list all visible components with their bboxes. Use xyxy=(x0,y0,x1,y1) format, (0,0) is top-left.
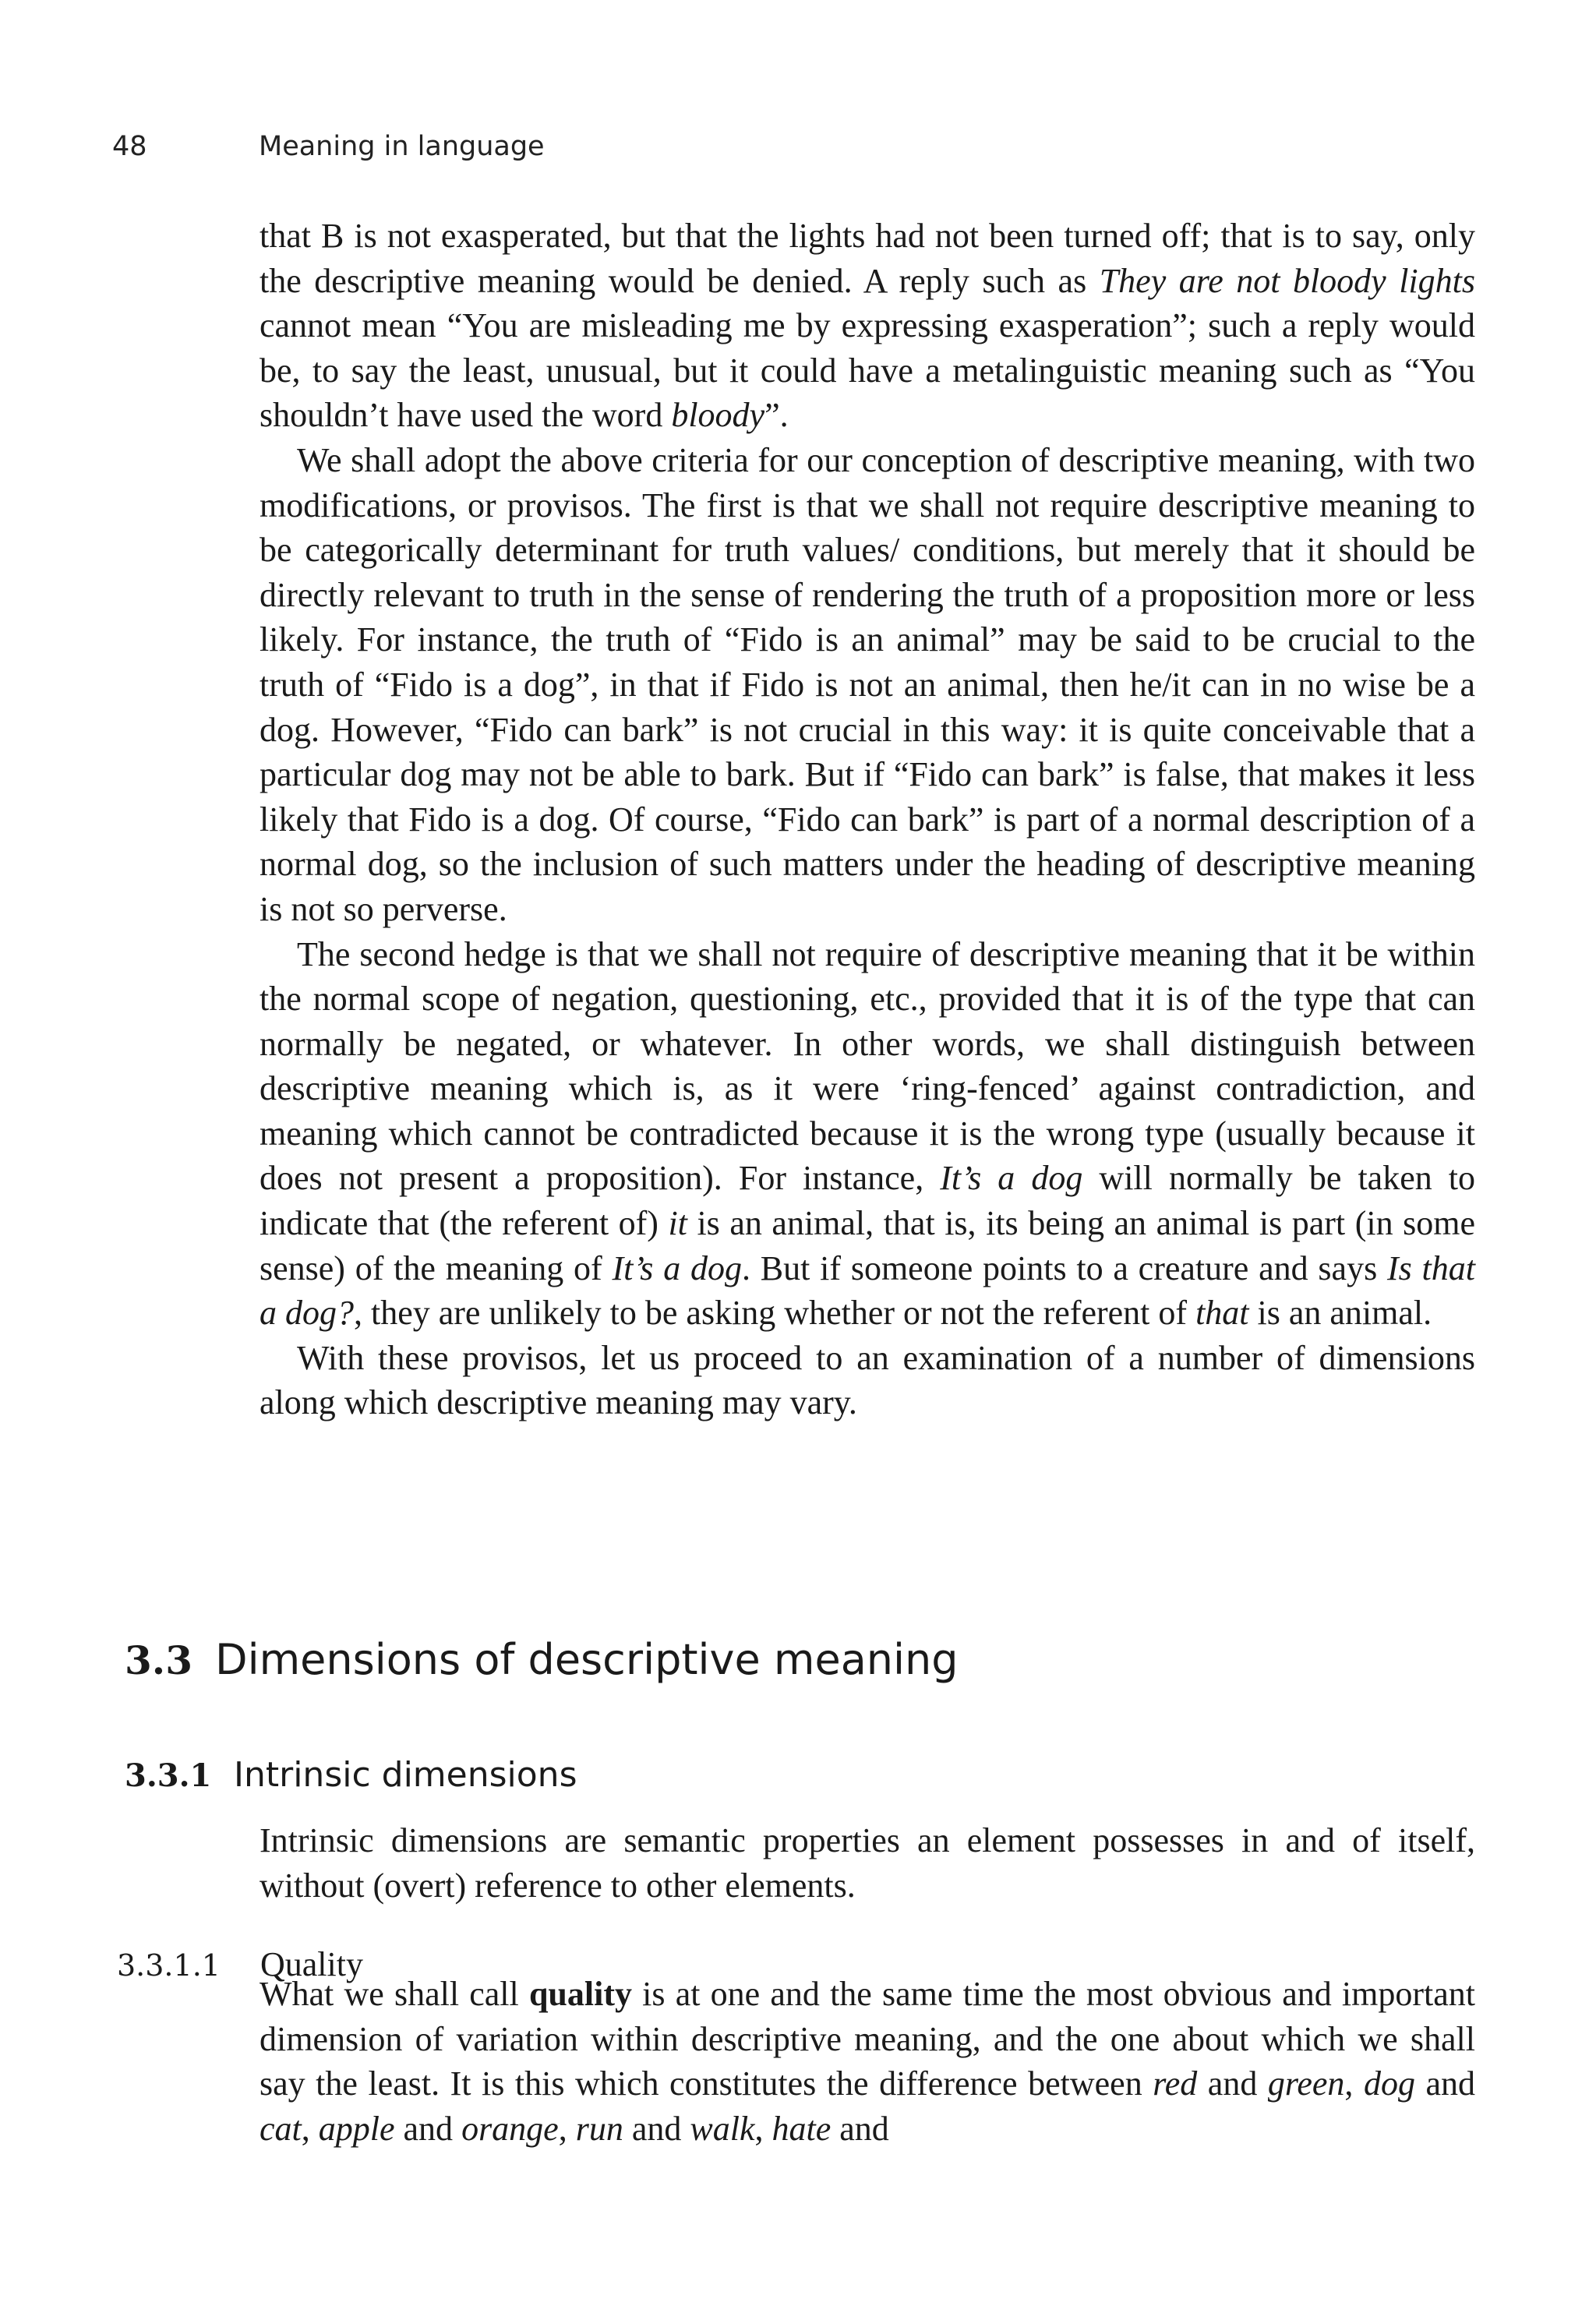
text-run: , xyxy=(301,2109,319,2148)
text-run: , xyxy=(558,2109,576,2148)
subsection-number: 3.3.1 xyxy=(125,1757,212,1794)
text-run: ”. xyxy=(764,396,789,435)
italic-text: It’s a dog xyxy=(612,1248,743,1287)
text-run: will normally be taken to indicate that (the referent of) xyxy=(260,1159,1476,1243)
text-run: We shall adopt the above criteria for our conception of descriptive meaning, with two modifications, or provisos. The first is that we shall not require descriptive meaning to be categorically determinant for truth values/ conditions, but merely that it should be directly relevant to truth in the sense of rendering the truth of a proposition more or less likely. For instance, the truth of “Fido is an animal” may be said to be crucial to the truth of “Fido is a dog”, in that if Fido is not an animal, then he/it can in no wise be a dog. However, “Fido can bark” is not crucial in this way: it is quite conceivable that a particular dog may not be able to bark. But if “Fido can bark” is false, that makes it less likely that Fido is a dog. Of course, “Fido can bark” is part of a normal description of a normal dog, so the inclusion of such matters under the heading of descriptive meaning is not so perverse. xyxy=(260,440,1475,928)
text-run: is at one and the same time the most obvious and important dimension of variation within descriptive meaning, and the one about which we shall say the least. It is this which constitutes the difference between xyxy=(260,1975,1475,2103)
paragraph xyxy=(260,1336,1475,1425)
italic-text: run xyxy=(575,2109,623,2148)
section-title: Dimensions of descriptive meaning xyxy=(215,1635,959,1684)
text-run: and xyxy=(623,2109,690,2148)
subsection-heading xyxy=(125,1755,577,1795)
paragraph xyxy=(260,932,1475,1336)
italic-text: dog xyxy=(1363,2064,1415,2103)
section-heading xyxy=(125,1635,959,1684)
subsection-intro xyxy=(260,1818,1475,1908)
italic-text: green xyxy=(1267,2064,1345,2103)
italic-text: walk xyxy=(690,2109,755,2148)
text-run: With these provisos, let us proceed to an examination of a number of dimensions along which descriptive meaning may vary. xyxy=(260,1338,1475,1422)
subsubsection-number: 3.3.1.1 xyxy=(117,1948,221,1983)
italic-text: orange xyxy=(461,2109,559,2148)
running-head xyxy=(112,131,545,162)
text-run: and xyxy=(1414,2064,1476,2103)
paragraph xyxy=(260,214,1475,438)
italic-text: that xyxy=(1195,1294,1249,1333)
text-run: , xyxy=(754,2109,772,2148)
italic-text: red xyxy=(1153,2064,1198,2103)
text-run: cannot mean “You are misleading me by expressing exasperation”; such a reply would be, to say the least, unusual, but it could have a metalinguistic meaning such as “You shouldn’t have used the word xyxy=(260,306,1475,435)
text-run: , xyxy=(1344,2064,1364,2103)
paragraph xyxy=(260,438,1475,932)
italic-text: Is that a dog? xyxy=(260,1248,1476,1333)
text-run: What we shall call xyxy=(260,1975,529,2013)
subsubsection-title: Quality xyxy=(260,1945,363,1983)
text-run: and xyxy=(1197,2064,1268,2103)
running-title: Meaning in language xyxy=(259,131,545,162)
italic-text: It’s a dog xyxy=(940,1159,1083,1198)
italic-text: bloody xyxy=(671,396,765,435)
paragraph xyxy=(260,1972,1475,2151)
text-run: . But if someone points to a creature and says xyxy=(742,1248,1387,1287)
subsection-title: Intrinsic dimensions xyxy=(234,1755,577,1795)
text-run: is an animal, that is, its being an animal is part (in some sense) of the meaning of xyxy=(260,1204,1476,1287)
section-number: 3.3 xyxy=(125,1637,192,1683)
italic-text: apple xyxy=(318,2109,395,2148)
quality-text xyxy=(260,1972,1475,2151)
italic-text: They are not bloody lights xyxy=(1099,261,1475,300)
body-text xyxy=(260,214,1475,1425)
text-run: and xyxy=(831,2109,889,2148)
italic-text: hate xyxy=(772,2109,832,2148)
page-number: 48 xyxy=(112,131,147,162)
italic-text: cat xyxy=(260,2109,302,2148)
text-run: that B is not exasperated, but that the lights had not been turned off; that is to say, only the descriptive meaning would be denied. A reply such as xyxy=(260,217,1475,300)
text-run: , they are unlikely to be asking whether or not the referent of xyxy=(354,1294,1196,1333)
bold-term: quality xyxy=(528,1975,632,2013)
paragraph: Intrinsic dimensions are semantic properties an element possesses in and of itself, without (overt) reference to other elements. xyxy=(260,1821,1475,1905)
text-run: and xyxy=(394,2109,462,2148)
text-run: is an animal. xyxy=(1248,1294,1432,1333)
italic-text: it xyxy=(668,1204,687,1243)
text-run: The second hedge is that we shall not require of descriptive meaning that it be within the normal scope of negation, questioning, etc., provided that it is of the type that can normally be negated, or whatever. In other words, we shall distinguish between descriptive meaning which is, as it were ‘ring-fenced’ against contradiction, and meaning which cannot be contradicted because it is the wrong type (usually because it does not present a proposition). For instance, xyxy=(260,934,1475,1198)
